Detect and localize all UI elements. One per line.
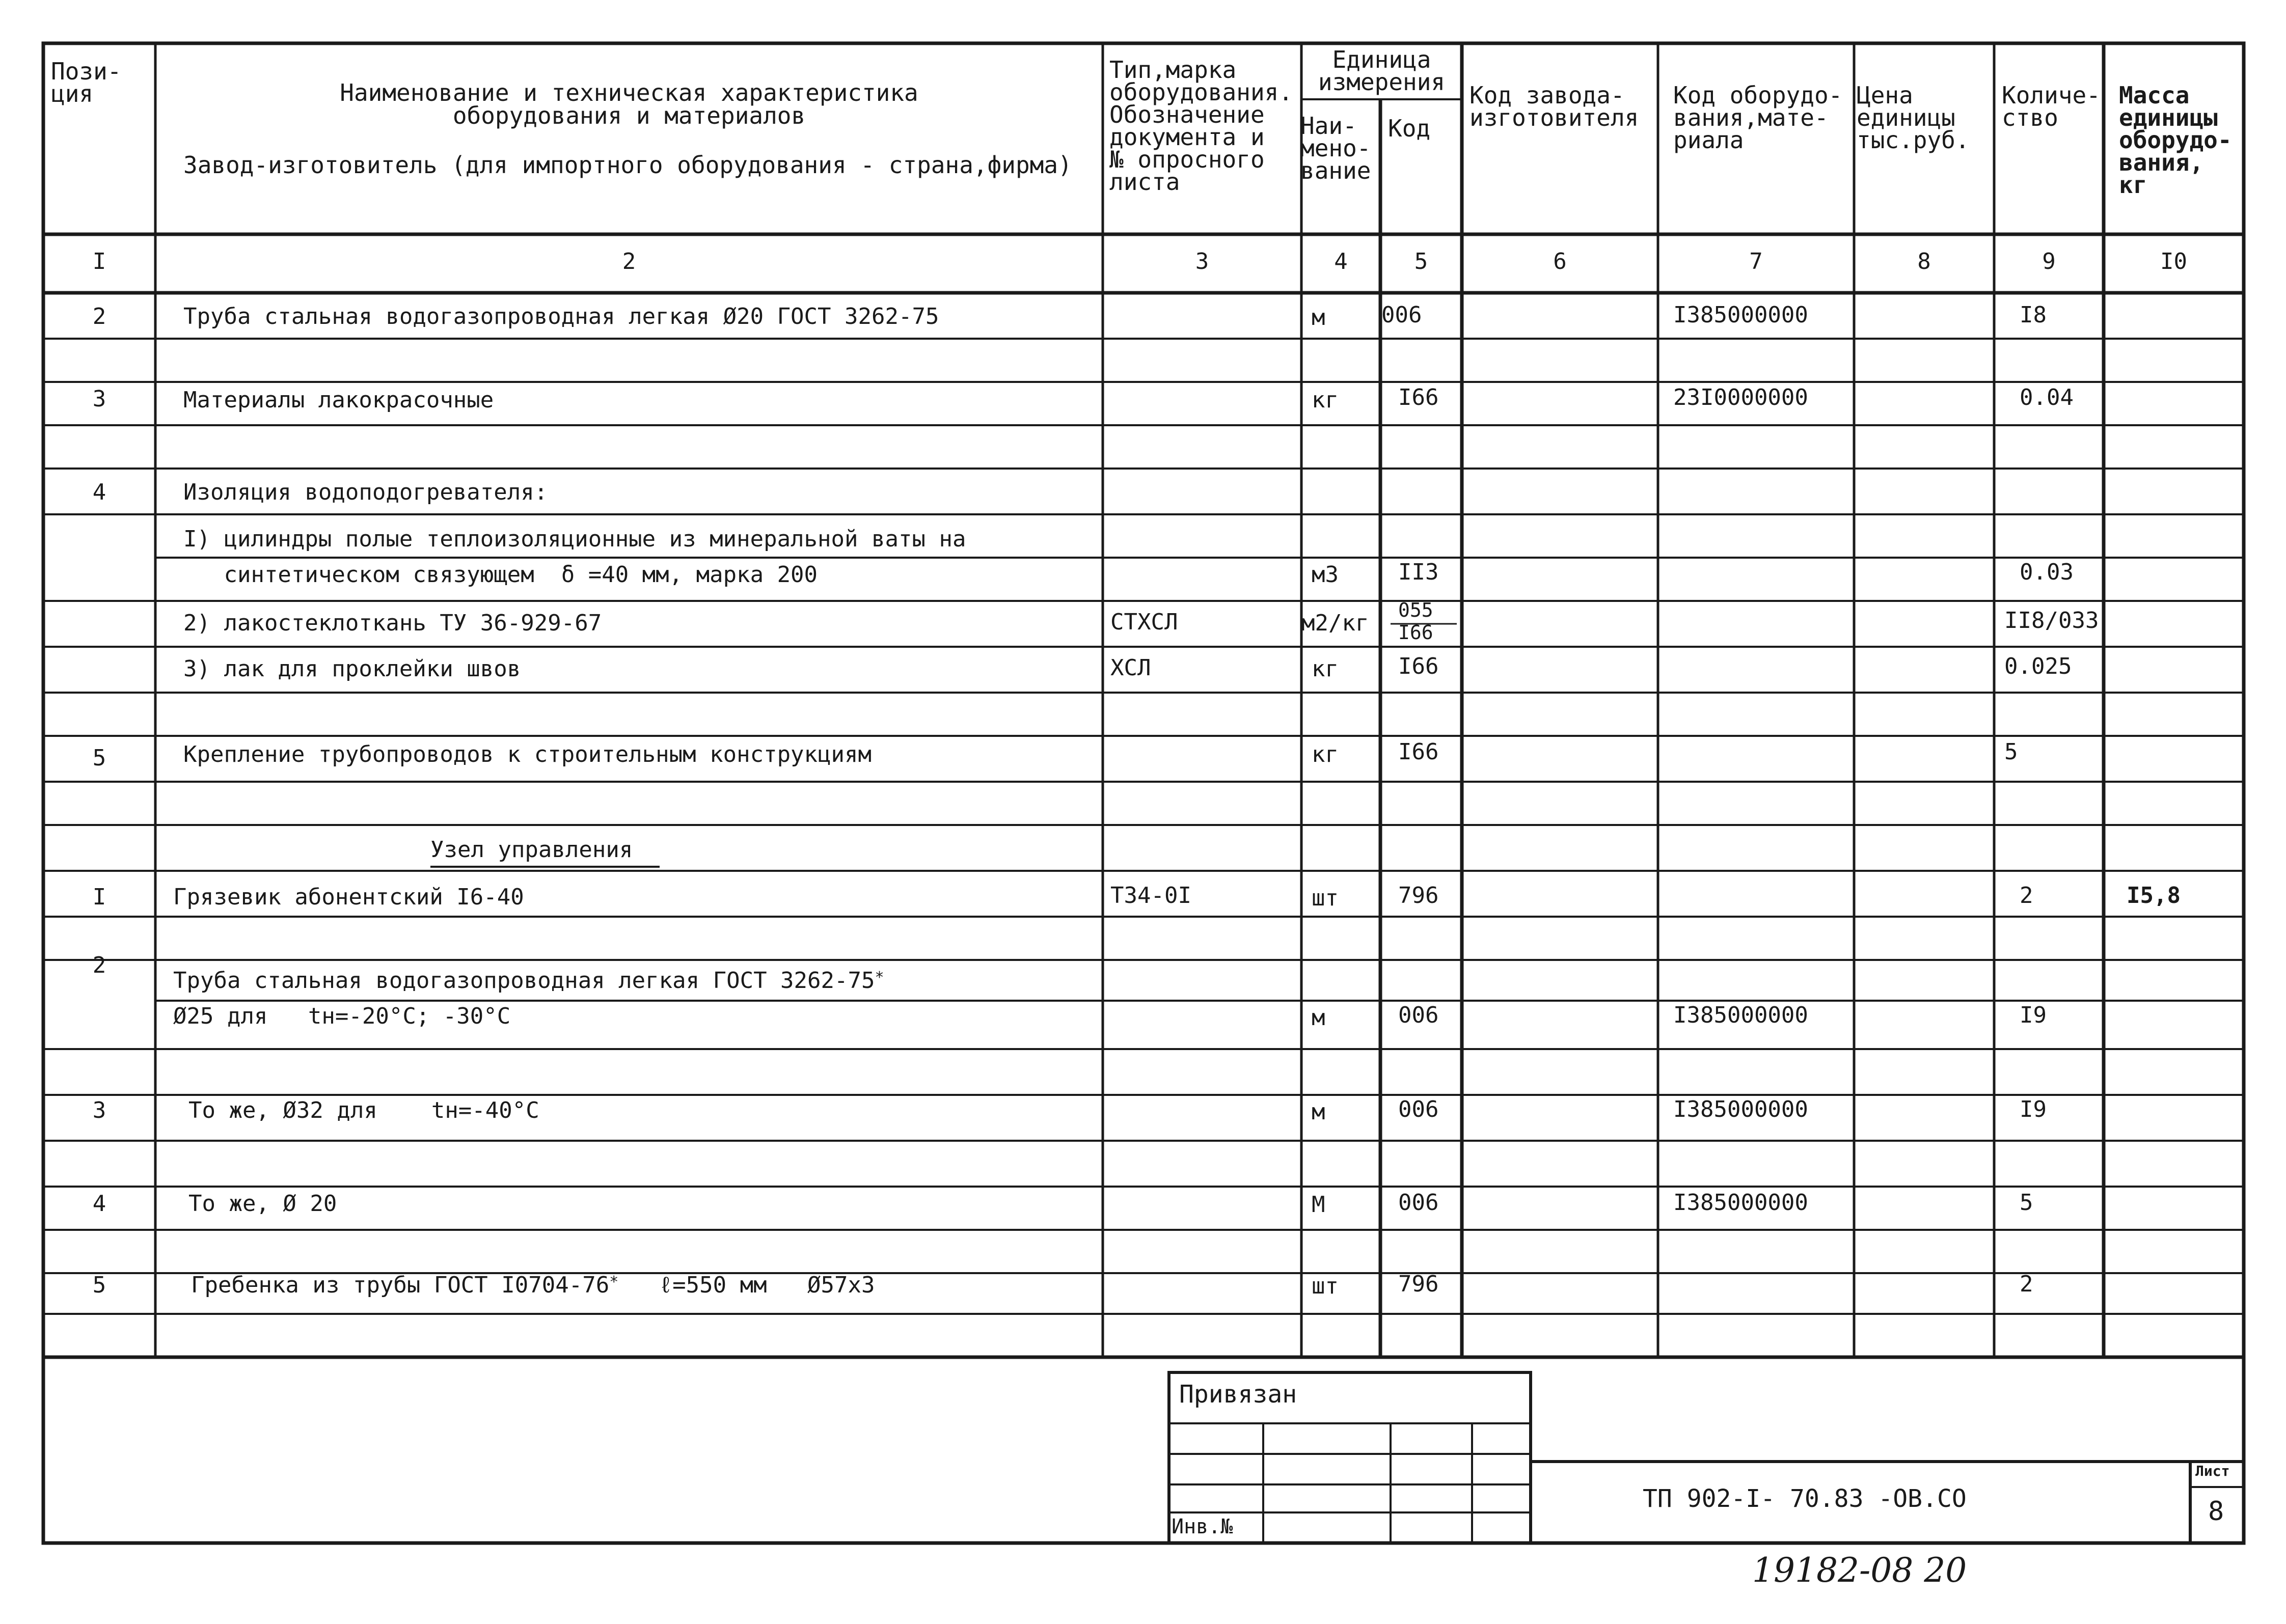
table-row-pos: I <box>92 884 106 910</box>
header-name-line2: оборудования и материалов <box>452 102 806 129</box>
table-row-mass: I5,8 <box>2127 883 2181 909</box>
table-row-pos: 5 <box>92 1272 106 1298</box>
table-row-unit: шт <box>1312 885 1339 911</box>
table-row-pos: 5 <box>92 745 106 771</box>
table-row-unit: кг <box>1312 387 1339 413</box>
header-unit-code: Код <box>1388 115 1431 142</box>
table-row-code: I66 <box>1398 384 1439 410</box>
table-row-name: Труба стальная водогазопроводная легкая ГОСТ 3262-75* <box>173 968 884 994</box>
table-row-unit: м3 <box>1312 562 1339 588</box>
col-number-4: 4 <box>1334 249 1348 274</box>
table-row-name: Труба стальная водогазопроводная легкая Ø20 ГОСТ 3262-75 <box>183 304 939 329</box>
table-row-pos: 4 <box>92 1191 106 1217</box>
table-row-unit: шт <box>1312 1273 1339 1299</box>
table-row-type: Т34-0I <box>1110 883 1191 909</box>
table-row-qty: 0.025 <box>2004 653 2072 679</box>
table-row-unit: м <box>1312 305 1325 331</box>
table-row-type: СТХСЛ <box>1110 609 1178 635</box>
header-mass: Масса единицы оборудо- вания, кг <box>2119 81 2232 199</box>
table-row-pos: 4 <box>92 479 106 505</box>
header-manufacturer: Завод-изготовитель (для импортного оборудования - страна,фирма) <box>183 151 1072 179</box>
table-row-qty: I8 <box>2020 302 2047 328</box>
table-row-code: 006 <box>1381 302 1422 328</box>
header-unit: Единица измерения <box>1318 46 1446 96</box>
table-row-qty: 5 <box>2004 739 2018 765</box>
header-material-code: Код оборудо- вания,мате- риала <box>1673 81 1843 154</box>
table-row-name: То же, Ø 20 <box>188 1191 337 1217</box>
sheet-number: 8 <box>2208 1496 2224 1527</box>
table-row-qty: 2 <box>2020 883 2033 909</box>
col-number-6: 6 <box>1553 249 1567 274</box>
sheet-label: Лист <box>2195 1463 2230 1479</box>
table-row-unit: кг <box>1312 656 1339 682</box>
table-row-pos: 3 <box>92 1097 106 1123</box>
table-row-unit: М <box>1312 1192 1325 1218</box>
table-row-material-code: I385000000 <box>1673 302 1808 328</box>
table-row-name: Грязевик абонентский I6-40 <box>173 884 524 910</box>
table-row-pos: 2 <box>92 304 106 329</box>
col-number-10: I0 <box>2160 249 2187 274</box>
stamp-inventory: Инв.№ <box>1172 1515 1233 1538</box>
col-number-7: 7 <box>1749 249 1763 274</box>
table-row-name: Ø25 для tн=-20°С; -30°С <box>173 1003 511 1029</box>
col-number-9: 9 <box>2042 249 2056 274</box>
table-row-qty: 2 <box>2020 1271 2033 1297</box>
document-code: ТП 902-I- 70.83 -ОВ.СО <box>1643 1484 1967 1513</box>
col-number-8: 8 <box>1917 249 1931 274</box>
table-row-qty: I9 <box>2020 1096 2047 1122</box>
table-row-name: То же, Ø32 для tн=-40°С <box>188 1097 539 1123</box>
table-row-qty: 0.03 <box>2020 559 2074 585</box>
table-row-qty: 5 <box>2020 1190 2033 1216</box>
table-row-code: I66 <box>1398 653 1439 679</box>
table-row-name: Крепление трубопроводов к строительным конструкциям <box>183 741 872 767</box>
table-row-unit: м <box>1312 1099 1325 1125</box>
col-number-5: 5 <box>1414 249 1428 274</box>
table-row-name: 3) лак для проклейки швов <box>183 656 521 682</box>
handwritten-number: 19182-08 20 <box>1752 1551 1967 1590</box>
table-row-code: 006 <box>1398 1096 1439 1122</box>
table-row-code: 796 <box>1398 1271 1439 1297</box>
table-row-qty: I9 <box>2020 1002 2047 1028</box>
table-row-qty: 0.04 <box>2020 384 2074 410</box>
table-row-code-bottom: I66 <box>1398 621 1433 644</box>
header-factory-code: Код завода- изготовителя <box>1469 81 1639 131</box>
table-row-material-code: 23I0000000 <box>1673 384 1808 410</box>
table-row-unit: м2/кг <box>1301 610 1369 636</box>
table-row-code: 006 <box>1398 1190 1439 1216</box>
table-row-name: синтетическом связующем δ =40 мм, марка 200 <box>183 562 818 588</box>
table-row-code: I66 <box>1398 739 1439 765</box>
header-type: Тип,марка оборудования. Обозначение документа и № опросного листа <box>1109 56 1293 196</box>
table-row-pos: 2 <box>92 952 106 978</box>
table-row-material-code: I385000000 <box>1673 1002 1808 1028</box>
table-row-material-code: I385000000 <box>1673 1096 1808 1122</box>
section-title: Узел управления <box>430 837 633 863</box>
table-row-code: II3 <box>1398 559 1439 585</box>
col-number-2: 2 <box>622 249 636 274</box>
table-row-type: ХСЛ <box>1110 655 1151 681</box>
col-number-3: 3 <box>1195 249 1209 274</box>
col-number-1: I <box>92 249 106 274</box>
table-row-name: Изоляция водоподогревателя: <box>183 479 548 505</box>
header-price: Цена единицы тыс.руб. <box>1857 81 1970 154</box>
table-row-code: 006 <box>1398 1002 1439 1028</box>
stamp-privyazan: Привязан <box>1179 1380 1297 1409</box>
table-row-code-top: 055 <box>1398 599 1433 621</box>
table-row-unit: кг <box>1312 741 1339 767</box>
header-name-line1: Наименование и техническая характеристика <box>340 79 918 106</box>
header-quantity: Количе- ство <box>2002 81 2101 131</box>
table-row-pos: 3 <box>92 386 106 412</box>
table-row-code: 796 <box>1398 883 1439 909</box>
table-row-name: Материалы лакокрасочные <box>183 387 494 413</box>
header-position: Пози- ция <box>51 58 122 107</box>
table-row-name: I) цилиндры полые теплоизоляционные из минеральной ваты на <box>183 526 966 552</box>
table-row-unit: м <box>1312 1005 1325 1031</box>
table-row-material-code: I385000000 <box>1673 1190 1808 1216</box>
table-row-name: Гребенка из трубы ГОСТ I0704-76* ℓ=550 мм Ø57х3 <box>191 1272 875 1298</box>
table-row-qty: II8/033 <box>2004 608 2099 634</box>
table-row-name: 2) лакостеклоткань ТУ 36-929-67 <box>183 610 602 636</box>
header-unit-name: Наи- мено- вание <box>1300 112 1371 184</box>
